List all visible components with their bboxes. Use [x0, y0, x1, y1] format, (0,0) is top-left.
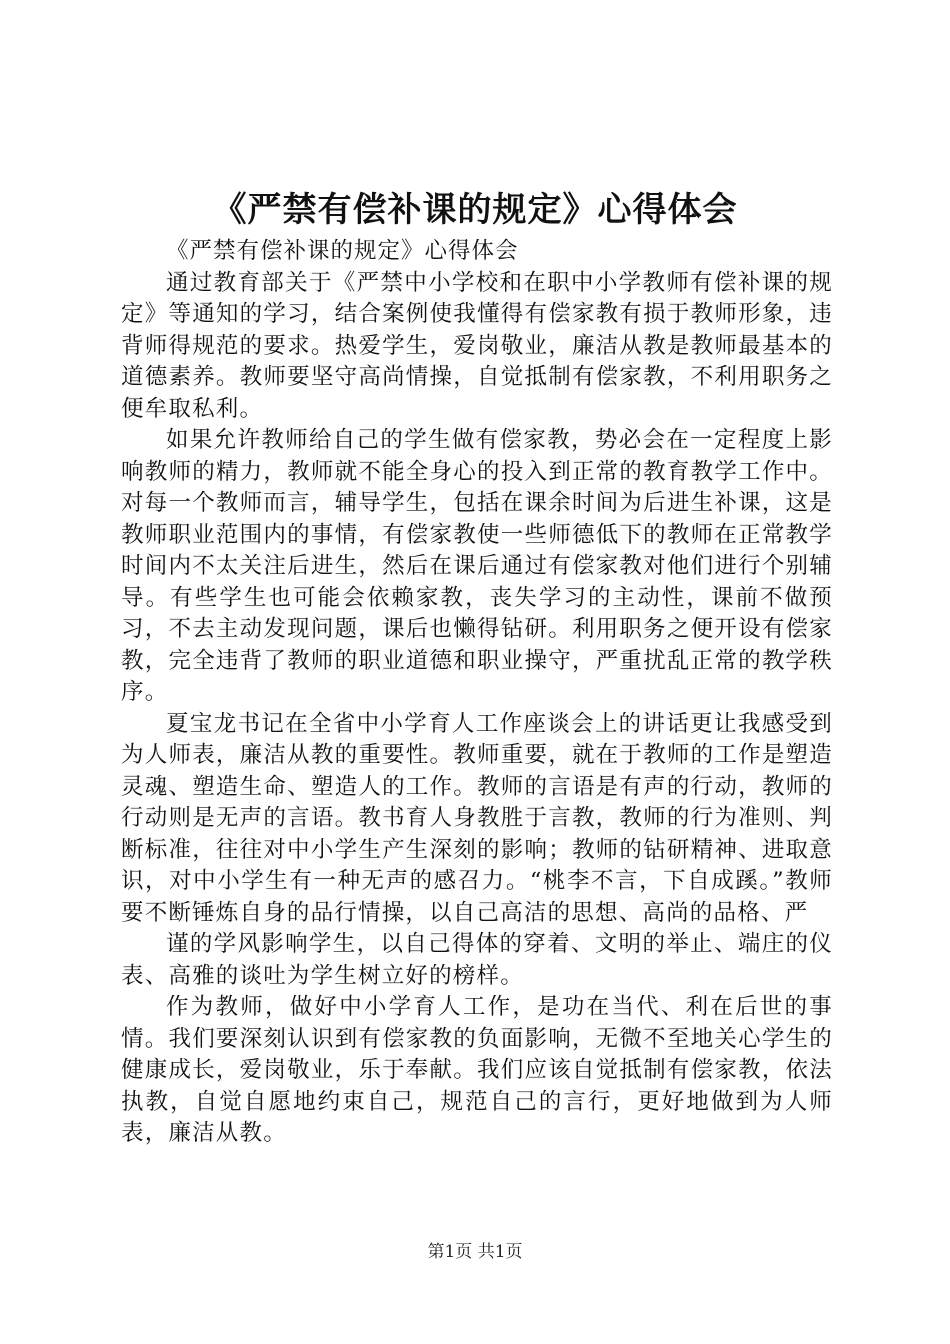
document-title: 《严禁有偿补课的规定》心得体会 [212, 190, 738, 230]
paragraph-1: 通过教育部关于《严禁中小学校和在职中小学教师有偿补课的规定》等通知的学习，结合案例使我懂得有偿家教有损于教师形象，违背师得规范的要求。热爱学生，爱岗敬业，廉洁从教是教师最基本的道德素养。教师要坚守高尚情操，自觉抵制有偿家教，不利用职务之便牟取私利。 [121, 269, 833, 422]
paragraph-5: 作为教师，做好中小学育人工作，是功在当代、利在后世的事情。我们要深刻认识到有偿家教的负面影响，无微不至地关心学生的健康成长，爱岗敬业，乐于奉献。我们应该自觉抵制有偿家教，依法执教，自觉自愿地约束自己，规范自己的言行，更好地做到为人师表，廉洁从教。 [121, 994, 833, 1146]
document-subtitle: 《严禁有偿补课的规定》心得体会 [166, 238, 519, 264]
paragraph-4: 谨的学风影响学生，以自己得体的穿着、文明的举止、端庄的仪表、高雅的谈吐为学生树立好的榜样。 [121, 931, 833, 989]
paragraph-2: 如果允许教师给自己的学生做有偿家教，势必会在一定程度上影响教师的精力，教师就不能全身心的投入到正常的教育教学工作中。对每一个教师而言，辅导学生，包括在课余时间为后进生补课，这是教师职业范围内的事情，有偿家教使一些师德低下的教师在正常教学时间内不太关注后进生，然后在课后通过有偿家教对他们进行个别辅导。有些学生也可能会依赖家教，丧失学习的主动性，课前不做预习，不去主动发现问题，课后也懒得钻研。利用职务之便开设有偿家教，完全违背了教师的职业道德和职业操守，严重扰乱正常的教学秩序。 [121, 427, 833, 705]
document-body [121, 236, 833, 1150]
page-footer: 第1页 共1页 [427, 1242, 523, 1262]
paragraph-3: 夏宝龙书记在全省中小学育人工作座谈会上的讲话更让我感受到为人师表，廉洁从教的重要性。教师重要，就在于教师的工作是塑造灵魂、塑造生命、塑造人的工作。教师的言语是有声的行动，教师的行动则是无声的言语。教书育人身教胜于言教，教师的行为准则、判断标准，往往对中小学生产生深刻的影响；教师的钻研精神、进取意识，对中小学生有一种无声的感召力。“桃李不言，下自成蹊。”教师要不断锤炼自身的品行情操，以自己高洁的思想、高尚的品格、严 [121, 710, 833, 926]
